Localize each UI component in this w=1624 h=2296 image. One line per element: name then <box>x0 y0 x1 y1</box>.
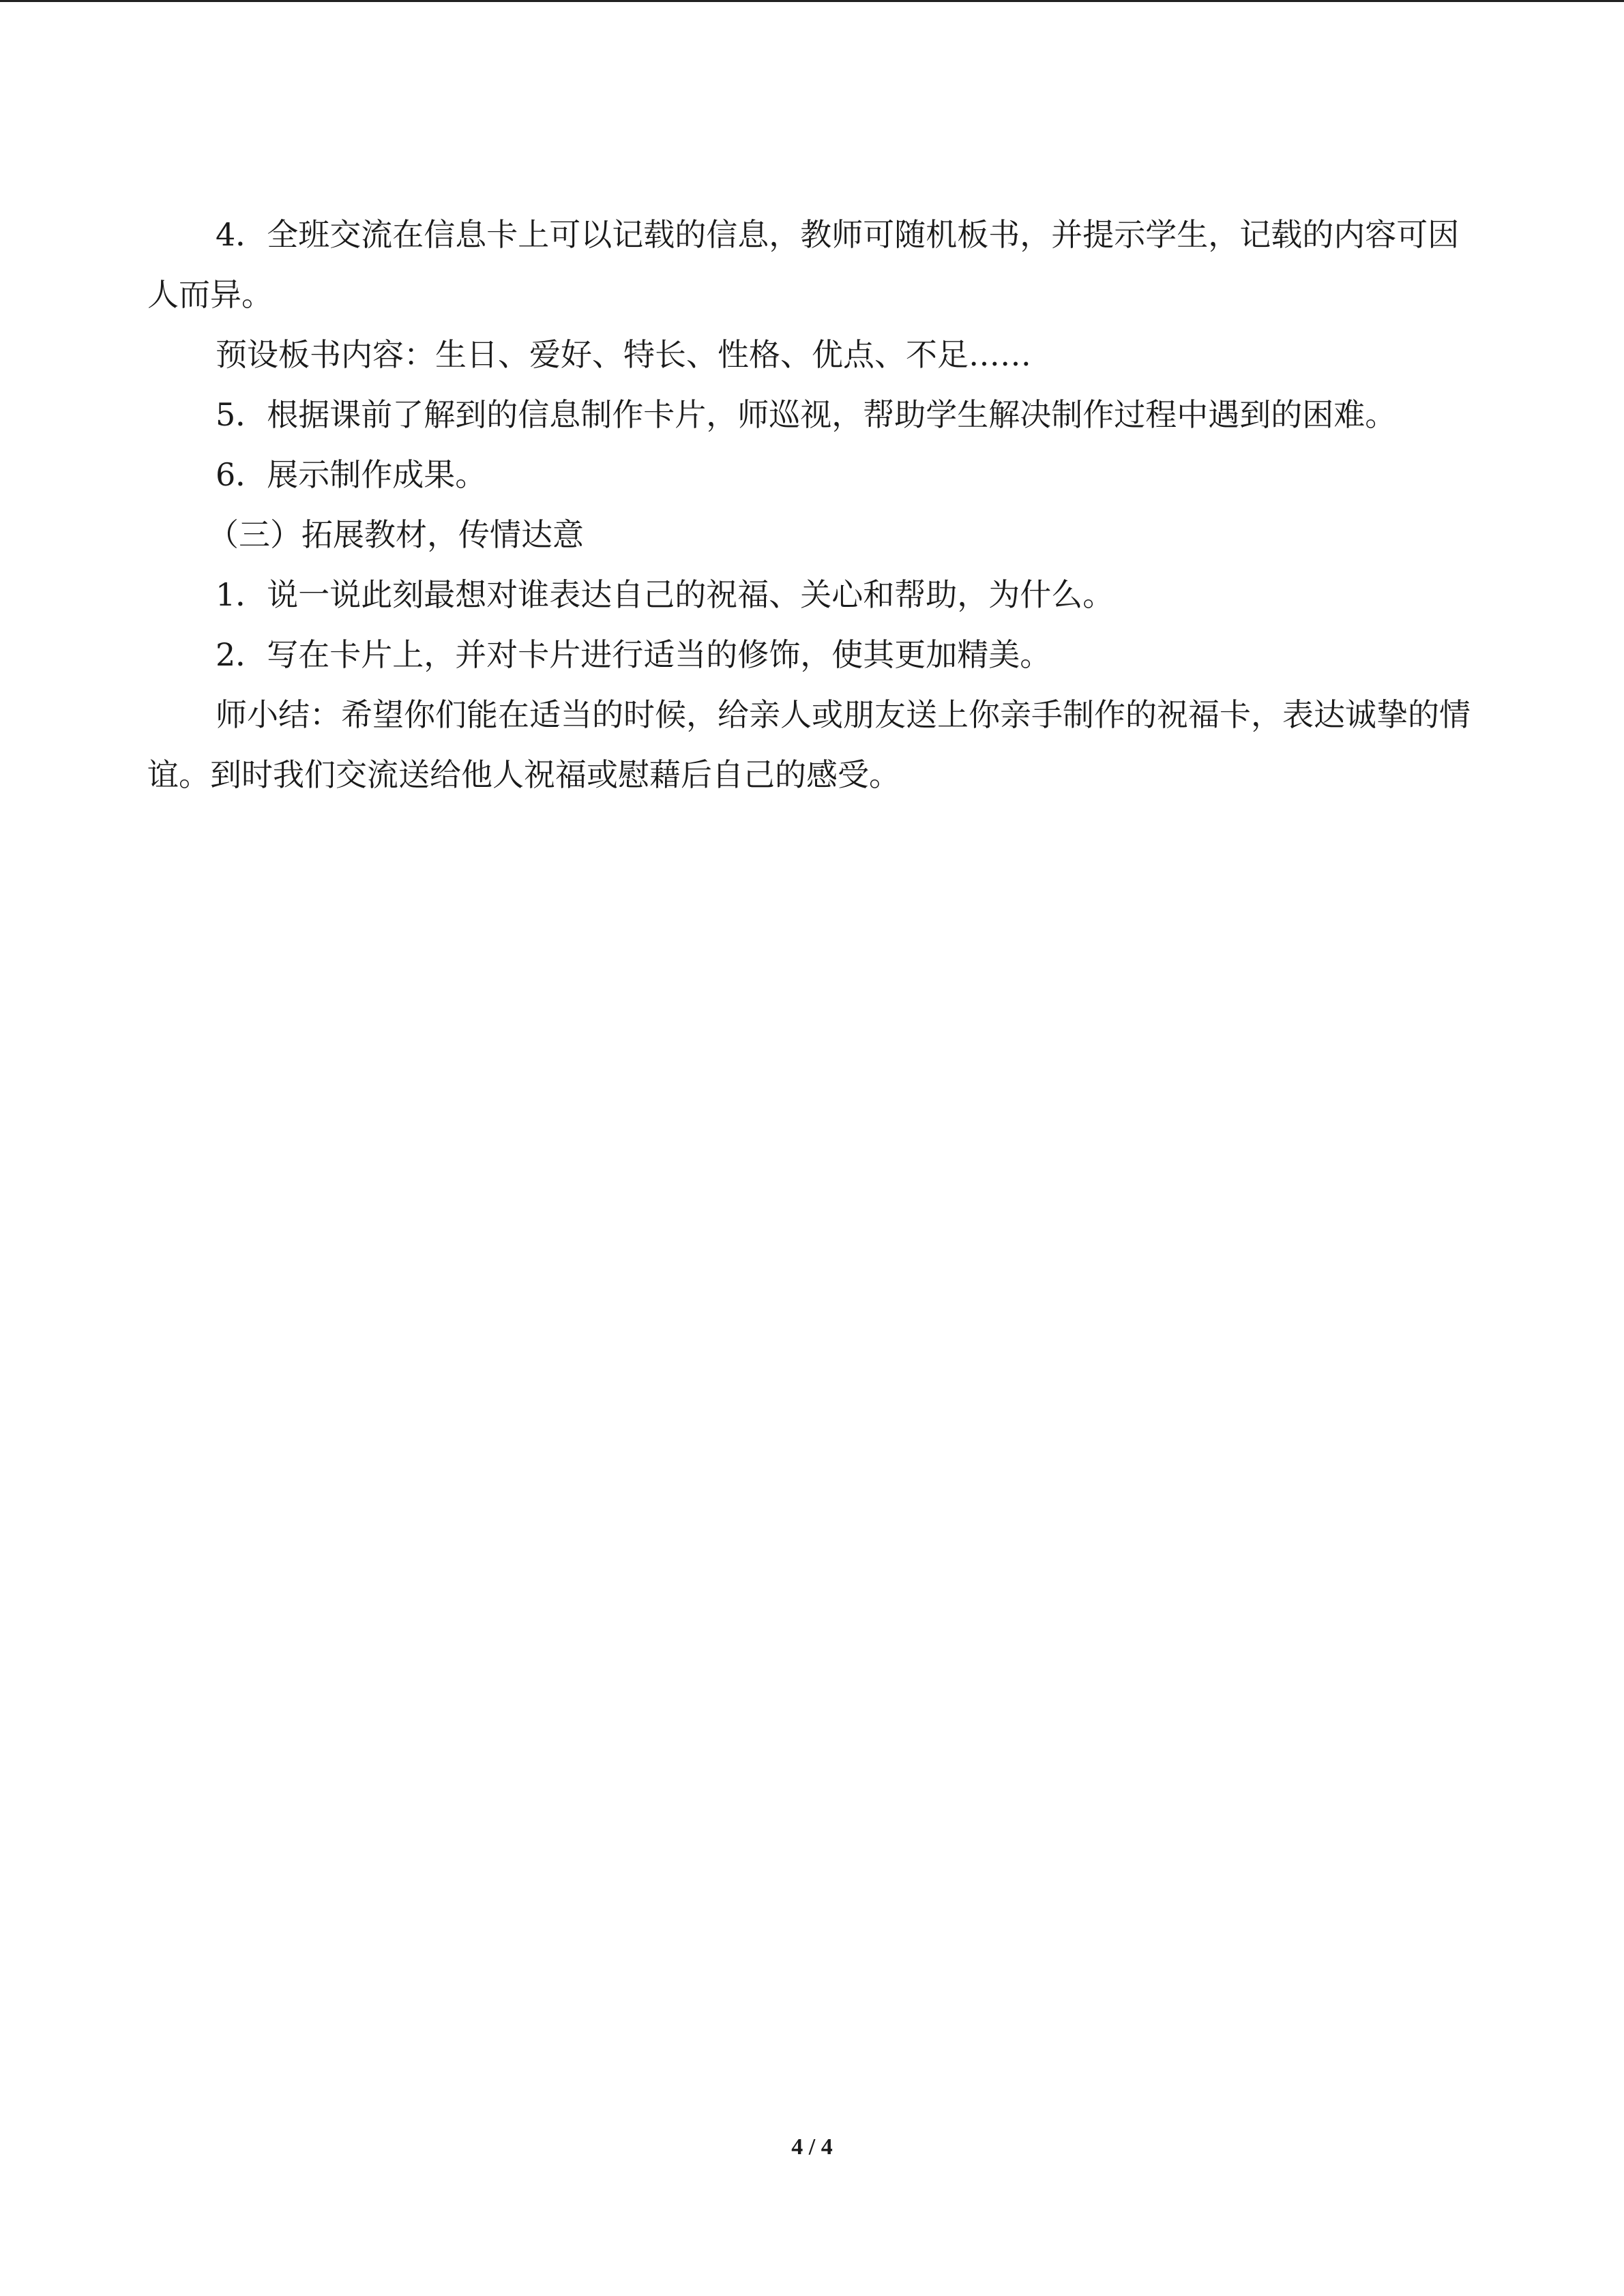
document-body <box>147 205 1477 805</box>
paragraph-item-2: 2．写在卡片上，并对卡片进行适当的修饰，使其更加精美。 <box>216 636 1052 673</box>
section-heading-3: （三）拓展教材，传情达意 <box>207 516 584 553</box>
page-top-border <box>0 0 1624 2</box>
paragraph-summary: 师小结：希望你们能在适当的时候，给亲人或朋友送上你亲手制作的祝福卡，表达诚挚的情谊。到时我们交流送给他人祝福或慰藉后自己的感受。 <box>147 696 1471 793</box>
paragraph-step-4: 4．全班交流在信息卡上可以记载的信息，教师可随机板书，并提示学生，记载的内容可因人而异。 <box>147 216 1460 313</box>
paragraph-step-6: 6．展示制作成果。 <box>216 456 487 493</box>
paragraph-step-5: 5．根据课前了解到的信息制作卡片，师巡视，帮助学生解决制作过程中遇到的困难。 <box>216 396 1397 433</box>
page-number: 4 / 4 <box>791 2134 833 2160</box>
paragraph-item-1: 1．说一说此刻最想对谁表达自己的祝福、关心和帮助，为什么。 <box>216 576 1114 613</box>
paragraph-board-content: 预设板书内容：生日、爱好、特长、性格、优点、不足…… <box>216 336 1031 373</box>
